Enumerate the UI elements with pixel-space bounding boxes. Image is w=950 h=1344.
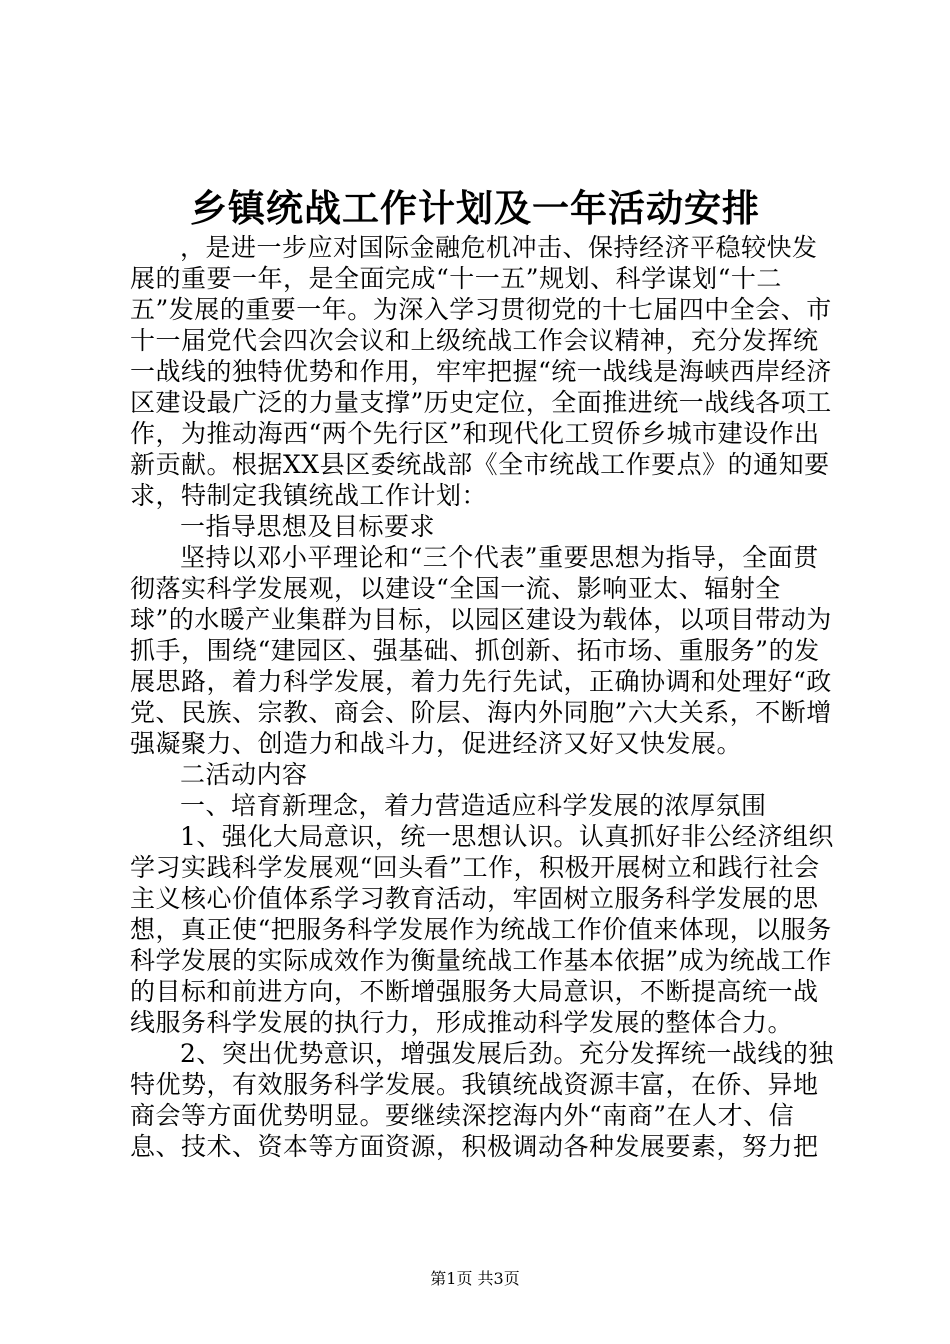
- item-2-paragraph: 2、突出优势意识，增强发展后劲。充分发挥统一战线的独特优势，有效服务科学发展。我镇统战资源丰富，在侨、异地商会等方面优势明显。要继续深挖海内外“南商”在人才、信息、技术、资本等方面资源，积极调动各种发展要素，努力把: [130, 1039, 834, 1161]
- page-number-footer: 第1页 共3页: [430, 1269, 520, 1288]
- section-heading-activities: 二活动内容: [180, 760, 308, 789]
- item-1-paragraph: 1、强化大局意识，统一思想认识。认真抓好非公经济组织学习实践科学发展观“回头看”工作，积极开展树立和践行社会主义核心价值体系学习教育活动，牢固树立服务科学发展的思想，真正使“把服务科学发展作为统战工作价值来体现，以服务科学发展的实际成效作为衡量统战工作基本依据”成为统战工作的目标和前进方向，不断增强服务大局意识，不断提高统一战线服务科学发展的执行力，形成推动科学发展的整体合力。: [130, 822, 834, 1037]
- guiding-ideology-paragraph: 坚持以邓小平理论和“三个代表”重要思想为指导，全面贯彻落实科学发展观，以建设“全国一流、影响亚太、辐射全球”的水暖产业集群为目标，以园区建设为载体，以项目带动为抓手，围绕“建园区、强基础、抓创新、拓市场、重服务”的发展思路，着力科学发展，着力先行先试，正确协调和处理好“政党、民族、宗教、商会、阶层、海内外同胞”六大关系，不断增强凝聚力、创造力和战斗力，促进经济又好又快发展。: [130, 543, 832, 758]
- intro-paragraph: ，是进一步应对国际金融危机冲击、保持经济平稳较快发展的重要一年，是全面完成“十一五”规划、科学谋划“十二五”发展的重要一年。为深入学习贯彻党的十七届四中全会、市十一届党代会四次会议和上级统战工作会议精神，充分发挥统一战线的独特优势和作用，牢牢把握“统一战线是海峡西岸经济区建设最广泛的力量支撑”历史定位，全面推进统一战线各项工作，为推动海西“两个先行区”和现代化工贸侨乡城市建设作出新贡献。根据XX县区委统战部《全市统战工作要点》的通知要求，特制定我镇统战工作计划：: [130, 233, 832, 510]
- section-heading-guiding-ideology: 一指导思想及目标要求: [180, 512, 436, 541]
- subsection-heading-new-concepts: 一、培育新理念，着力营造适应科学发展的浓厚氛围: [180, 791, 767, 820]
- document-title: 乡镇统战工作计划及一年活动安排: [190, 186, 760, 230]
- document-body: [130, 232, 835, 1162]
